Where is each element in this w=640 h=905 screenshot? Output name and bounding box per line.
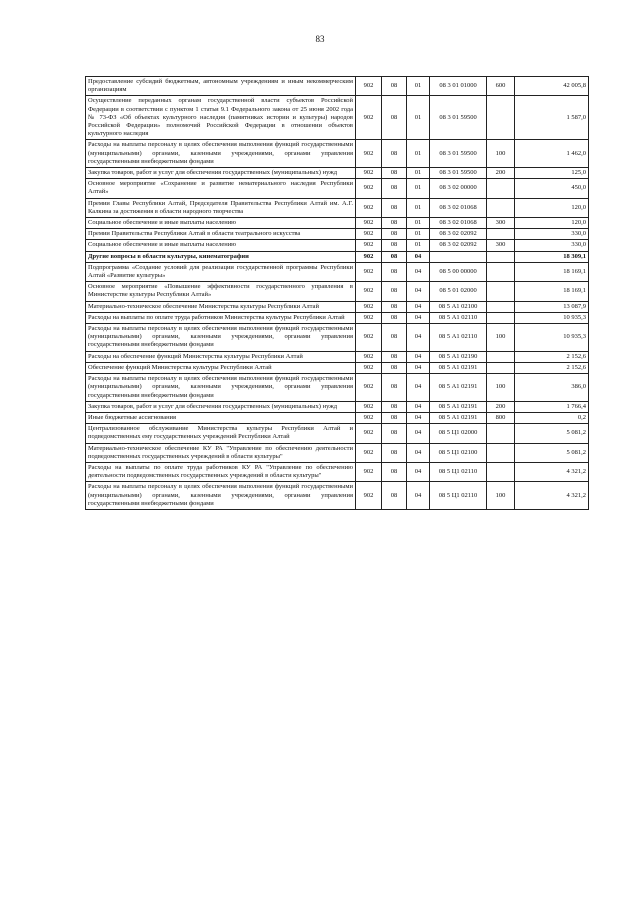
row-csr: 08 5 Ц1 02110 (430, 462, 487, 481)
table-row (86, 168, 589, 179)
row-amount: 18 309,1 (515, 251, 589, 262)
row-amount: 2 152,6 (515, 362, 589, 373)
row-ved: 902 (356, 96, 382, 140)
row-pr: 01 (407, 96, 430, 140)
row-amount: 330,0 (515, 229, 589, 240)
row-csr: 08 5 А1 02191 (430, 362, 487, 373)
row-csr: 08 3 02 01068 (430, 198, 487, 217)
row-vr: 200 (487, 401, 515, 412)
row-amount: 125,0 (515, 168, 589, 179)
row-amount: 1 462,0 (515, 140, 589, 168)
row-name: Иные бюджетные ассигнования (86, 412, 356, 423)
row-csr: 08 5 А1 02110 (430, 324, 487, 352)
row-csr: 08 3 01 59500 (430, 168, 487, 179)
table-row (86, 374, 589, 402)
row-name: Премии Правительства Республики Алтай в области театрального искусства (86, 229, 356, 240)
row-pr: 04 (407, 424, 430, 443)
row-amount: 0,2 (515, 412, 589, 423)
row-vr (487, 462, 515, 481)
budget-table (85, 76, 589, 510)
row-rz: 08 (382, 301, 407, 312)
row-ved: 902 (356, 412, 382, 423)
row-pr: 04 (407, 462, 430, 481)
row-rz: 08 (382, 424, 407, 443)
row-ved: 902 (356, 351, 382, 362)
row-ved: 902 (356, 240, 382, 251)
row-rz: 08 (382, 262, 407, 281)
row-csr: 08 3 02 01068 (430, 218, 487, 229)
row-rz: 08 (382, 140, 407, 168)
row-amount: 18 169,1 (515, 282, 589, 301)
row-vr (487, 262, 515, 281)
row-name: Социальное обеспечение и иные выплаты населению (86, 240, 356, 251)
row-rz: 08 (382, 362, 407, 373)
row-csr: 08 5 А1 02100 (430, 301, 487, 312)
row-vr: 100 (487, 140, 515, 168)
table-row (86, 312, 589, 323)
row-ved: 902 (356, 324, 382, 352)
row-rz: 08 (382, 218, 407, 229)
row-rz: 08 (382, 96, 407, 140)
row-csr (430, 251, 487, 262)
row-csr: 08 3 01 59500 (430, 140, 487, 168)
row-amount: 120,0 (515, 218, 589, 229)
row-amount: 10 935,3 (515, 312, 589, 323)
row-vr (487, 282, 515, 301)
row-csr: 08 3 02 00000 (430, 179, 487, 198)
row-rz: 08 (382, 77, 407, 96)
row-pr: 04 (407, 412, 430, 423)
row-name: Основное мероприятие «Сохранение и развитие нематериального наследия Республики Алтай» (86, 179, 356, 198)
table-row (86, 301, 589, 312)
row-vr (487, 301, 515, 312)
row-rz: 08 (382, 168, 407, 179)
row-csr: 08 5 Ц1 02000 (430, 424, 487, 443)
row-ved: 902 (356, 140, 382, 168)
row-name: Расходы на выплаты по оплате труда работников КУ РА "Управление по обеспечению деятельности подведомственных государственных учреждений в области культуры" (86, 462, 356, 481)
row-pr: 04 (407, 282, 430, 301)
table-row (86, 324, 589, 352)
row-csr: 08 5 А1 02191 (430, 412, 487, 423)
row-vr (487, 96, 515, 140)
row-pr: 04 (407, 312, 430, 323)
table-row (86, 401, 589, 412)
row-vr: 200 (487, 168, 515, 179)
table-row (86, 251, 589, 262)
row-rz: 08 (382, 324, 407, 352)
row-ved: 902 (356, 229, 382, 240)
table-row (86, 482, 589, 510)
row-vr: 600 (487, 77, 515, 96)
row-csr: 08 5 А1 02110 (430, 312, 487, 323)
row-vr (487, 424, 515, 443)
row-ved: 902 (356, 401, 382, 412)
row-name: Расходы на обеспечение функций Министерства культуры Республики Алтай (86, 351, 356, 362)
row-name: Подпрограмма «Создание условий для реализации государственной программы Республики Алтай «Развитие культуры» (86, 262, 356, 281)
row-pr: 01 (407, 179, 430, 198)
row-ved: 902 (356, 262, 382, 281)
row-rz: 08 (382, 482, 407, 510)
row-ved: 902 (356, 218, 382, 229)
row-name: Расходы на выплаты персоналу в целях обеспечения выполнения функций государственными (муниципальными) органами, казенными учреждениями, органами управления государственными внебюджетными фондами (86, 482, 356, 510)
row-pr: 04 (407, 351, 430, 362)
row-amount: 2 152,6 (515, 351, 589, 362)
row-name: Предоставление субсидий бюджетным, автономным учреждениям и иным некоммерческим организациям (86, 77, 356, 96)
row-vr (487, 251, 515, 262)
row-ved: 902 (356, 198, 382, 217)
table-row (86, 179, 589, 198)
row-rz: 08 (382, 351, 407, 362)
row-rz: 08 (382, 198, 407, 217)
row-pr: 04 (407, 301, 430, 312)
table-row (86, 240, 589, 251)
row-name: Другие вопросы в области культуры, кинематографии (86, 251, 356, 262)
table-row (86, 218, 589, 229)
row-amount: 1 766,4 (515, 401, 589, 412)
table-row (86, 351, 589, 362)
page-number: 83 (315, 34, 325, 44)
row-amount: 5 081,2 (515, 424, 589, 443)
row-amount: 18 169,1 (515, 262, 589, 281)
row-ved: 902 (356, 443, 382, 462)
row-pr: 04 (407, 324, 430, 352)
table-row (86, 282, 589, 301)
row-csr: 08 5 Ц1 02110 (430, 482, 487, 510)
row-pr: 01 (407, 198, 430, 217)
table-row (86, 198, 589, 217)
row-rz: 08 (382, 374, 407, 402)
row-amount: 386,0 (515, 374, 589, 402)
row-pr: 04 (407, 374, 430, 402)
row-rz: 08 (382, 229, 407, 240)
table-row (86, 443, 589, 462)
table-row (86, 424, 589, 443)
row-ved: 902 (356, 251, 382, 262)
row-amount: 10 935,3 (515, 324, 589, 352)
row-rz: 08 (382, 251, 407, 262)
row-vr (487, 179, 515, 198)
row-amount: 42 005,8 (515, 77, 589, 96)
row-vr: 100 (487, 482, 515, 510)
row-vr: 100 (487, 324, 515, 352)
row-amount: 450,0 (515, 179, 589, 198)
row-amount: 330,0 (515, 240, 589, 251)
row-csr: 08 5 А1 02191 (430, 374, 487, 402)
table-row (86, 362, 589, 373)
row-rz: 08 (382, 412, 407, 423)
row-vr: 300 (487, 240, 515, 251)
row-rz: 08 (382, 401, 407, 412)
row-amount: 120,0 (515, 198, 589, 217)
budget-table-body (86, 77, 589, 510)
row-name: Основное мероприятие «Повышение эффективности государственного управления в Министерстве культуры Республики Алтай» (86, 282, 356, 301)
row-name: Закупка товаров, работ и услуг для обеспечения государственных (муниципальных) нужд (86, 168, 356, 179)
row-name: Централизованное обслуживание Министерства культуры Республики Алтай и подведомственных ему государственных учреждений Республики Алтай (86, 424, 356, 443)
row-pr: 04 (407, 362, 430, 373)
row-vr (487, 229, 515, 240)
row-amount: 4 321,2 (515, 482, 589, 510)
row-pr: 01 (407, 240, 430, 251)
row-csr: 08 5 А1 02190 (430, 351, 487, 362)
row-csr: 08 5 00 00000 (430, 262, 487, 281)
row-csr: 08 3 01 01000 (430, 77, 487, 96)
table-row (86, 262, 589, 281)
row-name: Материально-техническое обеспечение Министерства культуры Республики Алтай (86, 301, 356, 312)
row-ved: 902 (356, 424, 382, 443)
row-pr: 04 (407, 262, 430, 281)
row-ved: 902 (356, 301, 382, 312)
row-csr: 08 5 А1 02191 (430, 401, 487, 412)
row-vr (487, 351, 515, 362)
row-csr: 08 5 Ц1 02100 (430, 443, 487, 462)
row-vr (487, 312, 515, 323)
row-ved: 902 (356, 77, 382, 96)
row-ved: 902 (356, 362, 382, 373)
row-rz: 08 (382, 282, 407, 301)
row-csr: 08 5 01 02000 (430, 282, 487, 301)
table-row (86, 77, 589, 96)
row-name: Обеспечение функций Министерства культуры Республики Алтай (86, 362, 356, 373)
row-name: Расходы на выплаты персоналу в целях обеспечения выполнения функций государственными (муниципальными) органами, казенными учреждениями, органами управления государственными внебюджетными фондами (86, 324, 356, 352)
row-amount: 13 087,9 (515, 301, 589, 312)
row-ved: 902 (356, 282, 382, 301)
row-ved: 902 (356, 482, 382, 510)
row-pr: 01 (407, 229, 430, 240)
row-ved: 902 (356, 179, 382, 198)
row-ved: 902 (356, 312, 382, 323)
row-pr: 01 (407, 77, 430, 96)
row-vr (487, 362, 515, 373)
row-name: Расходы на выплаты персоналу в целях обеспечения выполнения функций государственными (муниципальными) органами, казенными учреждениями, органами управления государственными внебюджетными фондами (86, 140, 356, 168)
row-vr: 800 (487, 412, 515, 423)
table-row (86, 462, 589, 481)
row-pr: 04 (407, 443, 430, 462)
row-name: Расходы на выплаты персоналу в целях обеспечения выполнения функций государственными (муниципальными) органами, казенными учреждениями, органами управления государственными внебюджетными фондами (86, 374, 356, 402)
table-row (86, 96, 589, 140)
row-csr: 08 3 01 59500 (430, 96, 487, 140)
table-row (86, 229, 589, 240)
row-vr (487, 198, 515, 217)
table-row (86, 140, 589, 168)
table-row (86, 412, 589, 423)
row-amount: 5 081,2 (515, 443, 589, 462)
row-ved: 902 (356, 462, 382, 481)
row-vr: 300 (487, 218, 515, 229)
row-pr: 04 (407, 251, 430, 262)
row-rz: 08 (382, 179, 407, 198)
row-amount: 1 587,0 (515, 96, 589, 140)
row-name: Материально-техническое обеспечение КУ РА "Управление по обеспечению деятельности подведомственных государственных учреждений в области культуры" (86, 443, 356, 462)
row-vr (487, 443, 515, 462)
row-name: Премии Главы Республики Алтай, Председателя Правительства Республики Алтай им. А.Г. Калкина за достижения в области народного творчества (86, 198, 356, 217)
row-rz: 08 (382, 462, 407, 481)
row-name: Расходы на выплаты по оплате труда работников Министерства культуры Республики Алтай (86, 312, 356, 323)
row-name: Закупка товаров, работ и услуг для обеспечения государственных (муниципальных) нужд (86, 401, 356, 412)
row-rz: 08 (382, 312, 407, 323)
row-ved: 902 (356, 374, 382, 402)
row-csr: 08 3 02 02092 (430, 229, 487, 240)
row-pr: 01 (407, 140, 430, 168)
row-amount: 4 321,2 (515, 462, 589, 481)
row-rz: 08 (382, 240, 407, 251)
row-vr: 100 (487, 374, 515, 402)
row-rz: 08 (382, 443, 407, 462)
row-pr: 04 (407, 401, 430, 412)
row-pr: 04 (407, 482, 430, 510)
row-name: Социальное обеспечение и иные выплаты населению (86, 218, 356, 229)
row-pr: 01 (407, 168, 430, 179)
row-ved: 902 (356, 168, 382, 179)
row-csr: 08 3 02 02092 (430, 240, 487, 251)
row-name: Осуществление переданных органам государственной власти субъектов Российской Федерации в соответствии с пунктом 1 статьи 9.1 Федерального закона от 25 июня 2002 года № 73-ФЗ «Об объектах культурного наследия (памятниках истории и культуры) народов Российской Федерации» полномочий Российской Федерации в отношении объектов культурного наследия (86, 96, 356, 140)
row-pr: 01 (407, 218, 430, 229)
